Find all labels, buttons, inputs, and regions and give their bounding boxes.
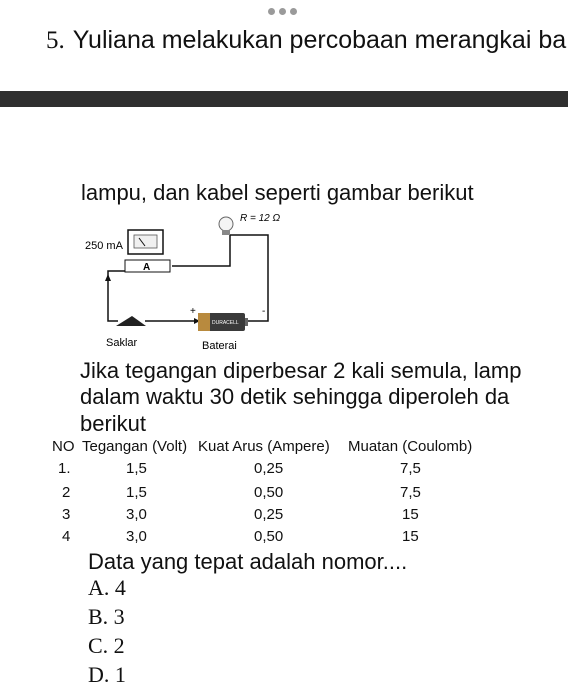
page-divider-bar xyxy=(0,91,568,107)
wire-left xyxy=(108,271,125,321)
table-cell: 3 xyxy=(62,506,71,523)
resistance-label: R = 12 Ω xyxy=(240,213,281,224)
battery-brand: DURACELL xyxy=(212,320,239,326)
wire-top-right xyxy=(172,235,230,266)
table-cell: 0,25 xyxy=(254,506,284,523)
question-line-1 xyxy=(46,26,566,55)
ammeter-dial-icon xyxy=(128,230,163,254)
question-para-line: berikut xyxy=(80,411,147,436)
question-text-1: Yuliana melakukan percobaan merangkai ba xyxy=(72,26,567,54)
option-c[interactable]: C. 2 xyxy=(88,633,125,658)
question-line-2: lampu, dan kabel seperti gambar berikut xyxy=(81,180,474,205)
battery-label: Baterai xyxy=(202,340,237,352)
option-d[interactable]: D. 1 xyxy=(88,662,126,687)
question-para-line: dalam waktu 30 detik sehingga diperoleh da xyxy=(80,384,510,409)
table-cell: 1,5 xyxy=(126,460,147,477)
table-cell: 0,50 xyxy=(254,484,284,501)
question-number: 5. xyxy=(46,27,65,54)
battery-plus: + xyxy=(190,306,196,317)
ammeter-symbol: A xyxy=(143,262,151,273)
circuit-diagram xyxy=(80,208,300,356)
table-cell: 1. xyxy=(58,460,71,477)
table-cell: 7,5 xyxy=(400,460,421,477)
table-cell: 3,0 xyxy=(126,506,147,523)
option-b[interactable]: B. 3 xyxy=(88,604,125,629)
table-header: Kuat Arus (Ampere) xyxy=(198,438,330,455)
table-header: Muatan (Coulomb) xyxy=(348,438,473,455)
table-cell: 15 xyxy=(402,528,419,545)
table-cell: 1,5 xyxy=(126,484,147,501)
question-prompt: Data yang tepat adalah nomor.... xyxy=(88,549,408,574)
table-cell: 2 xyxy=(62,484,71,501)
current-arrow xyxy=(105,274,111,281)
table-header: NO xyxy=(52,438,75,455)
table-cell: 3,0 xyxy=(126,528,147,545)
meter-reading-label: 250 mA xyxy=(85,240,123,252)
table-cell: 4 xyxy=(62,528,71,545)
switch-icon xyxy=(116,316,146,326)
lamp-icon xyxy=(219,217,233,235)
more-dots-icon xyxy=(268,8,297,15)
table-cell: 0,50 xyxy=(254,528,284,545)
option-a[interactable]: A. 4 xyxy=(88,575,126,600)
question-para-line: Jika tegangan diperbesar 2 kali semula, lamp xyxy=(80,358,522,383)
table-cell: 0,25 xyxy=(254,460,284,477)
table-cell: 7,5 xyxy=(400,484,421,501)
switch-label: Saklar xyxy=(106,337,138,349)
table-cell: 15 xyxy=(402,506,419,523)
table-header: Tegangan (Volt) xyxy=(82,438,188,455)
battery-minus: - xyxy=(262,306,266,317)
